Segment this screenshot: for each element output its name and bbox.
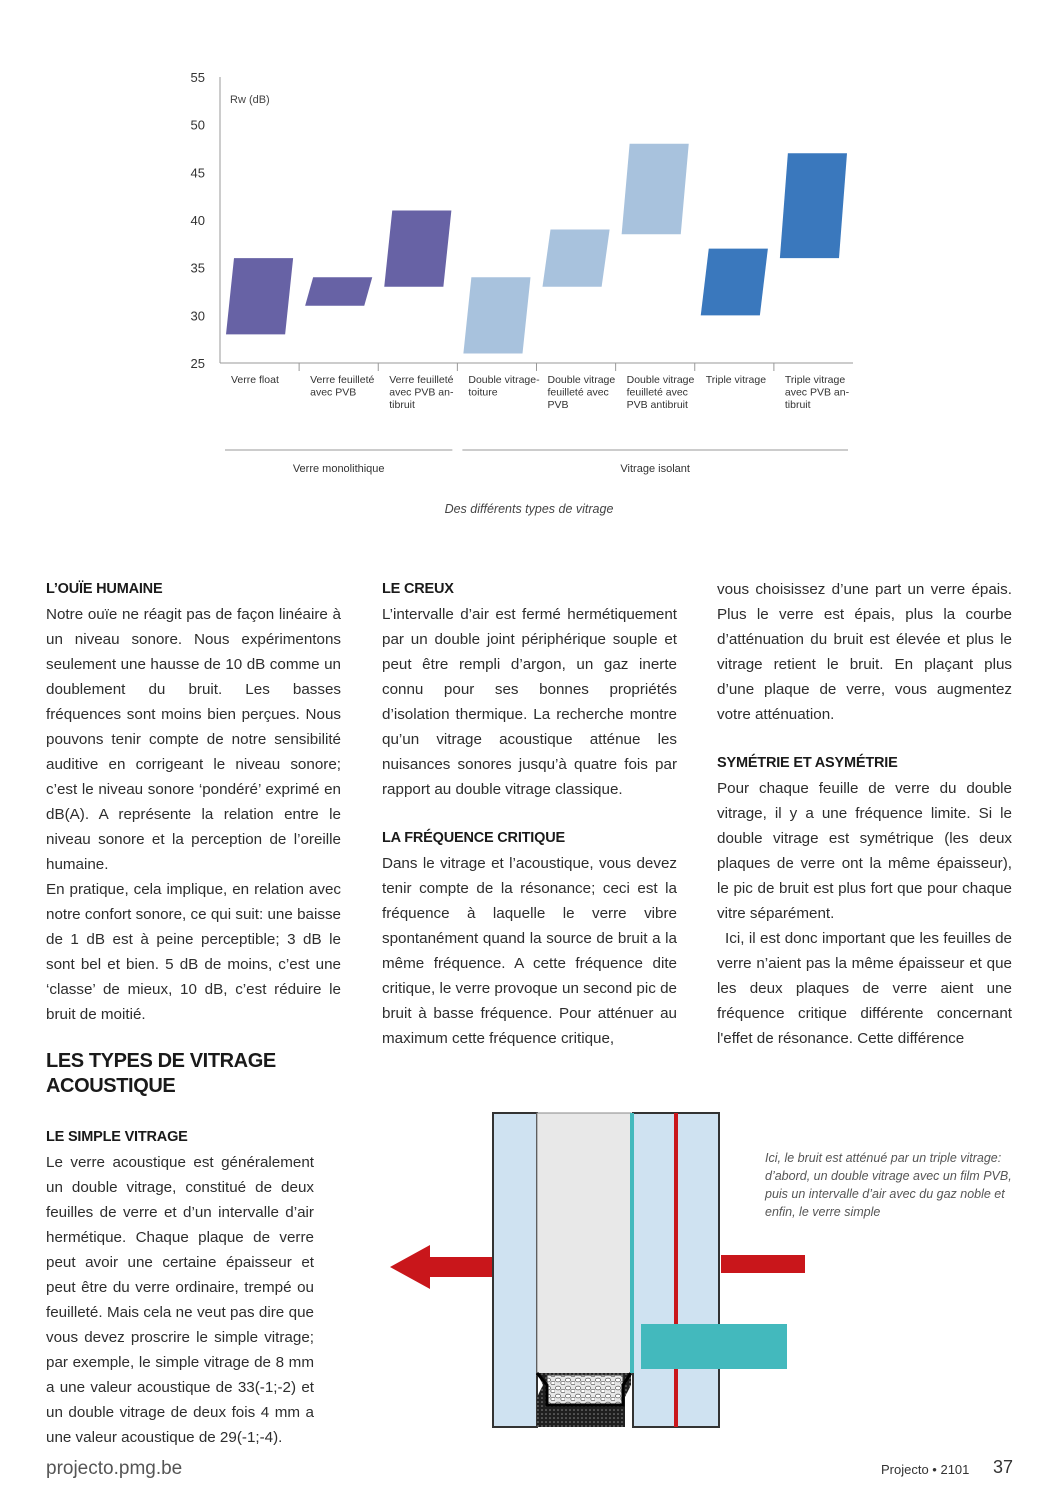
x-tick-label: Verre feuilleté <box>389 374 454 386</box>
spacer-seal <box>537 1373 631 1427</box>
footer-magazine: Projecto • 2101 <box>881 1462 970 1477</box>
page-number: 37 <box>993 1457 1014 1477</box>
x-tick-label: toiture <box>468 386 498 399</box>
x-tick-label: feuilleté avec <box>626 386 688 399</box>
range-bar <box>305 277 372 306</box>
range-bar <box>701 249 768 316</box>
paragraph-ouie-1: Notre ouïe ne réagit pas de façon linéaire à un niveau sonore. Nous expérimentons seulement une hausse de 10 dB comme un doublement du bruit. Les basses fréquences sont moins bien perçues. Nous pouvons tenir compte de notre sensibilité auditive en corrigeant le niveau sonore; c’est le niveau sonore ‘pondéré’ exprimé en dB(A). A représente la relation entre le niveau sonore et la perception de l’oreille humaine. <box>46 606 341 873</box>
heading-simple-vitrage: LE SIMPLE VITRAGE <box>46 1129 188 1145</box>
y-tick-label: 25 <box>190 356 205 371</box>
paragraph-ouie-2: En pratique, cela implique, en relation avec notre confort sonore, ce qui suit: une baisse de 1 dB est à peine perceptible; 3 dB le sont bel et bien. 5 dB de moins, c’est une ‘classe’ de mieux, 10 dB, c’est réduire le bruit de moitié. <box>46 881 341 1023</box>
column-1 <box>46 577 341 1450</box>
heading-frequence-critique: LA FRÉQUENCE CRITIQUE <box>382 830 565 846</box>
heading-le-creux: LE CREUX <box>382 581 454 597</box>
x-tick-label: avec PVB an- <box>784 386 850 399</box>
heading-symetrie: SYMÉTRIE ET ASYMÉTRIE <box>717 755 898 771</box>
range-bar <box>463 277 530 353</box>
y-axis-label: Rw (dB) <box>230 94 270 106</box>
range-bar <box>226 258 293 334</box>
heading-ouie-humaine: L’OUÏE HUMAINE <box>46 581 163 597</box>
paragraph-frequence: Dans le vitrage et l’acoustique, vous devez tenir compte de la résonance; ceci est la fréquence à laquelle le verre vibre spontanément quand la source de bruit a la même fréquence. A cette fréquence dite critique, le verre provoque un second pic de bruit à basse fréquence. Pour atténuer au maximum cette fréquence critique, <box>382 855 677 1047</box>
diagram-caption: Ici, le bruit est atténué par un triple vitrage: d’abord, un double vitrage avec un film PVB, puis un intervalle d’air avec du gaz noble et enfin, le verre simple <box>765 1151 1012 1219</box>
x-tick-label: Double vitrage- <box>468 374 540 386</box>
footer-website-link[interactable]: projecto.pmg.be <box>46 1458 183 1479</box>
range-bar <box>622 144 689 235</box>
range-bar <box>384 210 451 286</box>
incoming-sound-arrow <box>721 1255 805 1273</box>
x-tick-label: Triple vitrage <box>705 374 767 386</box>
range-bar <box>543 230 610 287</box>
section-title-line-2: ACOUSTIQUE <box>46 1075 176 1097</box>
x-tick-label: avec PVB <box>310 386 357 399</box>
paragraph-epaisseur: vous choisissez d’une part un verre épais. Plus le verre est épais, plus la courbe d’atténuation du bruit est élevée et plus le vitrage retient le bruit. En plaçant plus d’une plaque de verre, vous augmentez votre atténuation. <box>717 581 1012 723</box>
section-title-line-1: LES TYPES DE VITRAGE <box>46 1050 276 1072</box>
y-tick-label: 35 <box>190 260 205 276</box>
column-2 <box>382 577 677 1051</box>
outgoing-sound-arrow <box>390 1245 495 1289</box>
y-tick-label: 50 <box>190 117 205 133</box>
chart-caption: Des différents types de vitrage <box>444 502 614 516</box>
paragraph-creux: L’intervalle d’air est fermé hermétiquement par un double joint périphérique souple et peut être rempli d’argon, un gaz inerte connu pour ses bonnes propriétés d’isolation thermique. La recherche montre qu’un vitrage acoustique atténue les nuisances sonores jusqu’à quatre fois par rapport au double vitrage classique. <box>382 606 677 798</box>
teal-label-block <box>641 1324 787 1369</box>
x-tick-label: avec PVB an- <box>389 386 454 399</box>
single-glass-pane <box>493 1113 537 1427</box>
x-tick-label: Verre float <box>231 374 279 386</box>
triple-glazing-diagram <box>385 1105 805 1435</box>
x-tick-label: Verre feuilleté <box>310 374 375 386</box>
paragraph-simple-vitrage: Le verre acoustique est généralement un double vitrage, constitué de deux feuilles de verre et d’un intervalle d’air hermétique. Chaque plaque de verre peut avoir une certaine épaisseur et peut être du verre ordinaire, trempé ou feuilleté. Mais cela ne veut pas dire que vous devez proscrire le simple vitrage; par exemple, le simple vitrage de 8 mm a une valeur acoustique de 33(-1;-2) et un double vitrage de deux fois 4 mm a une valeur acoustique de 29(-1;-4). <box>46 1154 314 1446</box>
rw-chart <box>170 60 870 490</box>
group-label: Verre monolithique <box>292 463 385 475</box>
paragraph-symetrie-1: Pour chaque feuille de verre du double vitrage, il y a une fréquence limite. Si le double vitrage est symétrique (les deux plaques de verre ont la même épaisseur), le pic de bruit est plus fort que pour chaque vitre séparément. <box>717 780 1012 922</box>
group-label: Vitrage isolant <box>620 463 690 475</box>
x-tick-label: Double vitrage <box>626 374 695 386</box>
y-tick-label: 30 <box>190 308 205 324</box>
range-bar <box>780 153 847 258</box>
air-gap <box>537 1113 631 1375</box>
paragraph-symetrie-2: Ici, il est donc important que les feuilles de verre n’aient pas la même épaisseur et que les deux plaques de verre aient une fréquence critique différente concernant l'effet de résonance. Cette différence <box>717 930 1012 1047</box>
x-tick-label: feuilleté avec <box>547 386 609 399</box>
y-tick-label: 40 <box>190 213 205 228</box>
y-tick-label: 55 <box>190 70 205 85</box>
y-tick-label: 45 <box>190 165 205 181</box>
x-tick-label: tibruit <box>784 399 811 411</box>
column-3 <box>717 577 1012 1051</box>
x-tick-label: PVB <box>547 399 569 411</box>
x-tick-label: tibruit <box>389 399 415 411</box>
x-tick-label: Triple vitrage <box>784 374 846 386</box>
x-tick-label: PVB antibruit <box>626 399 688 411</box>
x-tick-label: Double vitrage <box>547 374 616 386</box>
